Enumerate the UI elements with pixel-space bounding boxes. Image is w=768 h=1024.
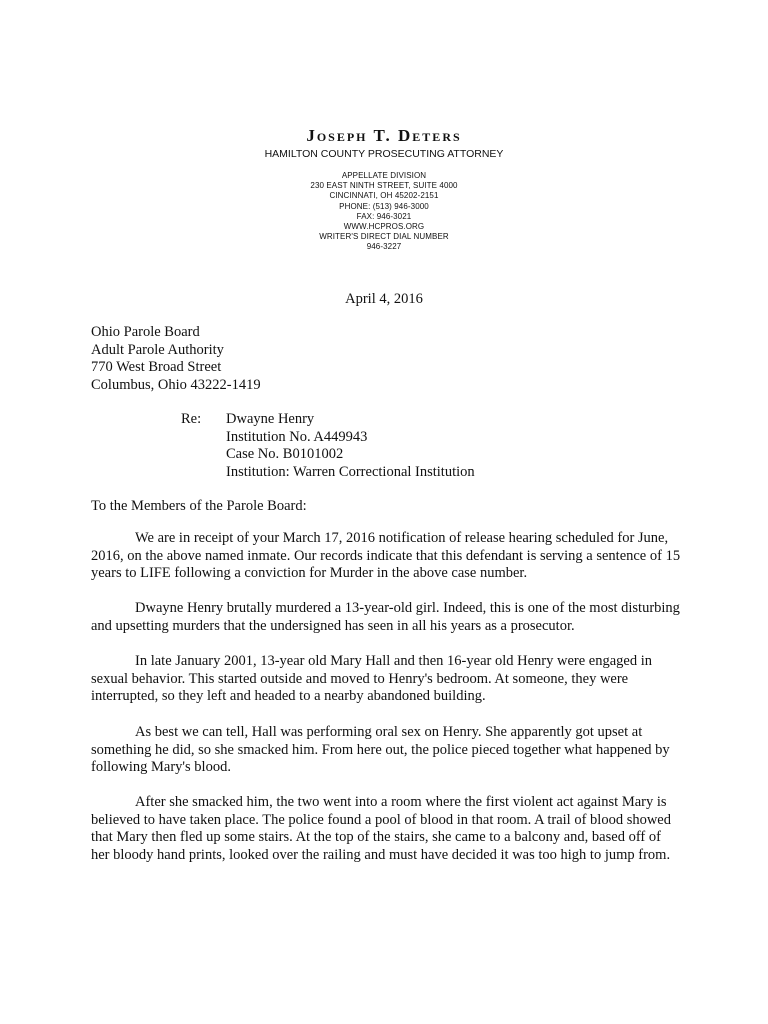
letterhead-direct-label: WRITER'S DIRECT DIAL NUMBER <box>319 232 449 242</box>
body-paragraph-5: After she smacked him, the two went into a room where the first violent act against Mary is believed to have taken place. The police found a pool of blood in that room. A trail of blood showed that Mary then fled up some stairs. At the top of the stairs, she came to a balcony and, based off of her bloody hand prints, looked over the railing and must have decided it was too high to jump from. <box>91 794 671 863</box>
salutation: To the Members of the Parole Board: <box>91 498 307 514</box>
recipient-line-4: Columbus, Ohio 43222-1419 <box>91 376 261 393</box>
reference-details <box>226 411 475 481</box>
recipient-line-3: 770 West Broad Street <box>91 359 222 376</box>
reference-case-number: Case No. B0101002 <box>226 446 344 463</box>
letterhead-website: WWW.HCPROS.ORG <box>343 222 425 232</box>
letterhead-direct-number: 946-3227 <box>366 242 402 252</box>
letterhead-name: Joseph T. Deters <box>306 126 462 145</box>
recipient-line-2: Adult Parole Authority <box>91 341 224 358</box>
letterhead-contact-block <box>0 171 768 253</box>
reference-label: Re: <box>181 411 202 427</box>
reference-inmate-name: Dwayne Henry <box>226 411 315 427</box>
reference-institution-number: Institution No. A449943 <box>226 428 368 445</box>
letterhead-phone: PHONE: (513) 946-3000 <box>339 201 429 211</box>
letterhead-fax: FAX: 946-3021 <box>356 211 412 221</box>
recipient-address <box>91 324 683 394</box>
letterhead-division: APPELLATE DIVISION <box>341 171 427 180</box>
letterhead-street: 230 EAST NINTH STREET, SUITE 4000 <box>310 181 458 191</box>
letterhead-office: HAMILTON COUNTY PROSECUTING ATTORNEY <box>264 148 504 160</box>
letter-date: April 4, 2016 <box>345 291 423 307</box>
letterhead <box>0 126 768 253</box>
reference-institution: Institution: Warren Correctional Institution <box>226 463 475 480</box>
body-paragraph-4: As best we can tell, Hall was performing oral sex on Henry. She apparently got upset at something he did, so she smacked him. From here out, the police pieced together what happened by following Mary's blood. <box>91 724 670 776</box>
body-paragraph-1: We are in receipt of your March 17, 2016 notification of release hearing scheduled for June, 2016, on the above named inmate. Our records indicate that this defendant is serving a sentence of 15 years to LIFE following a conviction for Murder in the above case number. <box>91 530 681 582</box>
body-paragraph-3: In late January 2001, 13-year old Mary Hall and then 16-year old Henry were engaged in sexual behavior. This started outside and moved to Henry's bedroom. At someone, they were interrupted, so they left and headed to a nearby abandoned building. <box>91 653 652 705</box>
letterhead-city: CINCINNATI, OH 45202-2151 <box>329 191 439 201</box>
body-paragraph-2: Dwayne Henry brutally murdered a 13-year-old girl. Indeed, this is one of the most disturbing and upsetting murders that the undersigned has seen in all his years as a prosecutor. <box>91 600 680 634</box>
recipient-line-1: Ohio Parole Board <box>91 324 200 340</box>
